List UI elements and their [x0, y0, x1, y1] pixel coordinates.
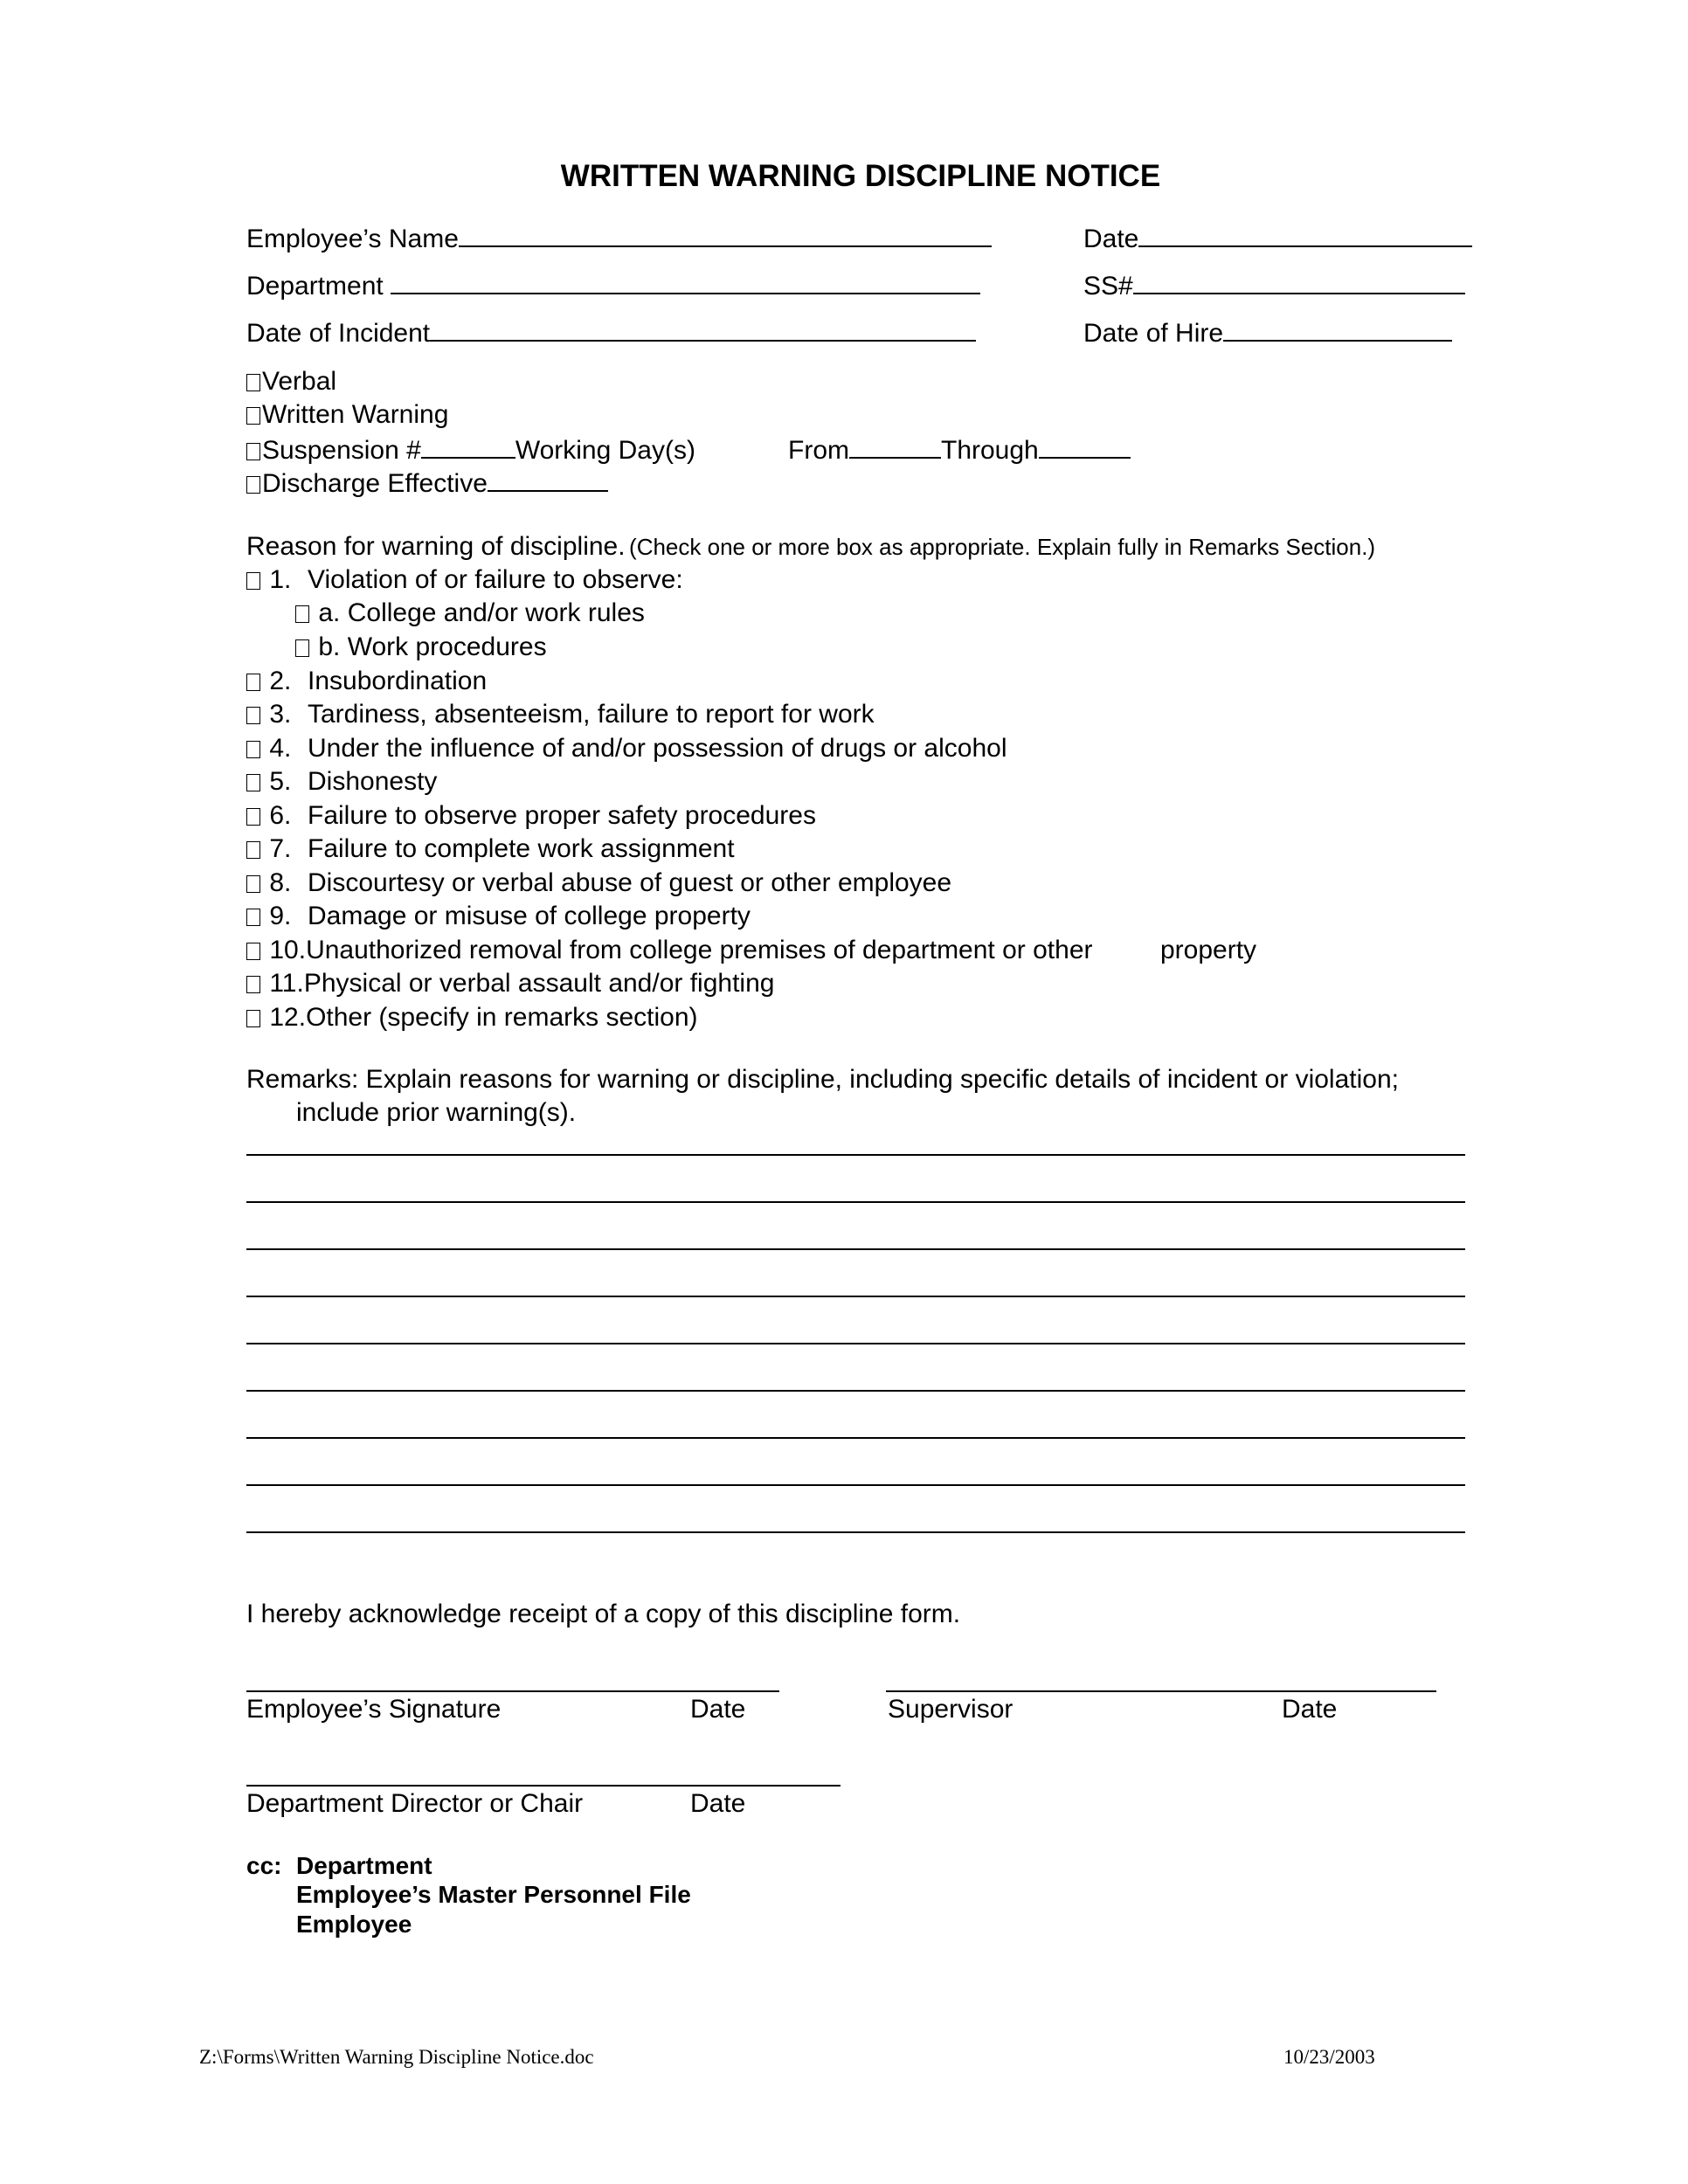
supervisor-label: Supervisor — [888, 1695, 1013, 1724]
ss-row — [1083, 270, 1465, 301]
reason-item[interactable] — [246, 734, 291, 764]
employee-signature-label: Employee’s Signature — [246, 1695, 502, 1724]
discharge-option[interactable] — [246, 467, 608, 499]
reason-text: Insubordination — [308, 667, 488, 695]
discharge-date-field[interactable] — [488, 467, 608, 492]
reason-item[interactable] — [295, 632, 547, 662]
from-label: From — [788, 436, 849, 465]
remarks-input-line[interactable] — [246, 1248, 1465, 1250]
reason-item[interactable] — [246, 834, 291, 864]
reason-checkbox[interactable] — [246, 774, 260, 791]
reason-checkbox[interactable] — [246, 976, 260, 993]
reason-number: a. — [318, 598, 341, 627]
written-warning-checkbox[interactable] — [246, 407, 260, 425]
reason-number: 5. — [269, 767, 292, 796]
reason-checkbox[interactable] — [246, 674, 260, 691]
written-warning-label: Written Warning — [262, 400, 449, 429]
footer-file-path: Z:\Forms\Written Warning Discipline Notice.doc — [199, 2046, 594, 2068]
employee-signature-date-label: Date — [690, 1695, 746, 1724]
reason-text: Damage or misuse of college property — [308, 902, 751, 930]
working-days-label: Working Day(s) — [515, 436, 695, 465]
remarks-input-line[interactable] — [246, 1390, 1465, 1392]
reason-heading: Reason for warning of discipline. — [246, 532, 626, 561]
employee-name-row — [246, 223, 992, 254]
reason-checkbox[interactable] — [246, 741, 260, 758]
department-field[interactable] — [391, 270, 980, 294]
reason-text: Physical or verbal assault and/or fighting — [303, 969, 775, 998]
discharge-label: Discharge Effective — [262, 469, 488, 498]
department-label: Department — [246, 272, 384, 301]
reason-text: Discourtesy or verbal abuse of guest or other employee — [308, 868, 952, 897]
reason-item[interactable] — [246, 1003, 698, 1033]
date-of-hire-field[interactable] — [1223, 317, 1452, 342]
reason-number: 3. — [269, 700, 292, 729]
ss-label: SS# — [1083, 272, 1133, 301]
suspension-days-field[interactable] — [421, 434, 515, 459]
reason-text: College and/or work rules — [347, 598, 645, 627]
remarks-line-1: Remarks: Explain reasons for warning or discipline, including specific details of incident or violation; — [246, 1065, 1399, 1094]
reason-number: 8. — [269, 868, 292, 897]
remarks-input-line[interactable] — [246, 1343, 1465, 1344]
reason-text: Other (specify in remarks section) — [306, 1003, 698, 1032]
suspension-option[interactable] — [246, 434, 695, 466]
reason-item[interactable] — [246, 902, 291, 931]
cc-line: Employee — [296, 1911, 412, 1938]
remarks-line-2: include prior warning(s). — [296, 1098, 577, 1127]
reason-number: 1. — [269, 565, 292, 594]
reason-checkbox[interactable] — [246, 909, 260, 926]
reason-item[interactable] — [246, 667, 291, 696]
date-field[interactable] — [1138, 223, 1472, 247]
reason-checkbox[interactable] — [246, 841, 260, 859]
reason-checkbox[interactable] — [246, 707, 260, 724]
remarks-input-line[interactable] — [246, 1296, 1465, 1297]
reason-number: b. — [318, 632, 341, 661]
reason-text: Dishonesty — [308, 767, 438, 796]
reason-checkbox[interactable] — [295, 605, 309, 623]
reason-text: Under the influence of and/or possession of drugs or alcohol — [308, 734, 1007, 763]
reason-number: 12. — [269, 1003, 307, 1032]
reason-text: Unauthorized removal from college premises of department or other — [306, 936, 1093, 964]
cc-line: Employee’s Master Personnel File — [296, 1881, 691, 1908]
discharge-checkbox[interactable] — [246, 476, 260, 494]
remarks-input-line[interactable] — [246, 1154, 1465, 1156]
date-of-incident-label: Date of Incident — [246, 319, 431, 348]
reason-number: 2. — [269, 667, 292, 695]
reason-instruction: (Check one or more box as appropriate. Explain fully in Remarks Section.) — [629, 534, 1376, 560]
reason-checkbox[interactable] — [246, 808, 260, 826]
reason-number: 6. — [269, 801, 292, 830]
remarks-input-line[interactable] — [246, 1437, 1465, 1439]
director-date-label: Date — [690, 1789, 746, 1818]
reason-item[interactable] — [246, 801, 291, 831]
supervisor-date-label: Date — [1282, 1695, 1338, 1724]
date-of-incident-field[interactable] — [430, 317, 976, 342]
reason-text: Failure to complete work assignment — [308, 834, 735, 863]
remarks-input-line[interactable] — [246, 1201, 1465, 1203]
reason-item[interactable] — [295, 598, 645, 628]
cc-line: Department — [296, 1852, 432, 1879]
reason-item[interactable] — [246, 868, 291, 898]
through-label: Through — [941, 436, 1039, 465]
written-warning-option[interactable] — [246, 400, 448, 430]
reason-heading-row — [246, 532, 1375, 562]
reason-text: Work procedures — [347, 632, 547, 661]
suspension-checkbox[interactable] — [246, 443, 260, 460]
director-label: Department Director or Chair — [246, 1789, 584, 1818]
reason-text-tail: property — [1160, 936, 1257, 964]
department-row — [246, 270, 980, 301]
reason-checkbox[interactable] — [246, 1010, 260, 1027]
reason-checkbox[interactable] — [295, 639, 309, 657]
acknowledge-text: I hereby acknowledge receipt of a copy of this discipline form. — [246, 1600, 961, 1628]
date-label: Date — [1083, 225, 1139, 253]
through-field[interactable] — [1039, 434, 1131, 459]
reason-text: Tardiness, absenteeism, failure to report for work — [308, 700, 875, 729]
director-signature-line[interactable] — [246, 1785, 841, 1787]
page-title: WRITTEN WARNING DISCIPLINE NOTICE — [560, 159, 1161, 193]
employee-signature-line[interactable] — [246, 1690, 779, 1692]
reason-item[interactable] — [246, 700, 291, 729]
footer-date: 10/23/2003 — [1283, 2046, 1375, 2068]
suspension-range — [788, 434, 1131, 466]
reason-item[interactable] — [246, 969, 774, 999]
date-of-incident-row — [246, 317, 976, 349]
reason-item[interactable] — [246, 767, 291, 797]
reason-item[interactable] — [246, 936, 1093, 965]
cc-label: cc: — [246, 1852, 282, 1879]
supervisor-signature-line[interactable] — [886, 1690, 1436, 1692]
employee-name-field[interactable] — [459, 223, 992, 247]
date-of-hire-row — [1083, 317, 1452, 349]
suspension-label: Suspension # — [262, 436, 421, 465]
reason-text: Failure to observe proper safety procedures — [308, 801, 816, 830]
reason-checkbox[interactable] — [246, 572, 260, 590]
reason-number: 7. — [269, 834, 292, 863]
remarks-input-line[interactable] — [246, 1531, 1465, 1533]
employee-name-label: Employee’s Name — [246, 225, 459, 253]
reason-number: 4. — [269, 734, 292, 763]
verbal-option[interactable] — [246, 367, 336, 397]
ss-field[interactable] — [1133, 270, 1465, 294]
date-row — [1083, 223, 1472, 254]
reason-number: 10. — [269, 936, 307, 964]
reason-number: 11. — [269, 969, 304, 998]
verbal-checkbox[interactable] — [246, 374, 260, 391]
reason-item[interactable] — [246, 565, 291, 595]
date-of-hire-label: Date of Hire — [1083, 319, 1224, 348]
remarks-input-line[interactable] — [246, 1484, 1465, 1486]
verbal-label: Verbal — [262, 367, 337, 396]
reason-checkbox[interactable] — [246, 943, 260, 960]
reason-checkbox[interactable] — [246, 875, 260, 893]
reason-number: 9. — [269, 902, 292, 930]
reason-text: Violation of or failure to observe: — [308, 565, 683, 594]
from-field[interactable] — [849, 434, 941, 459]
